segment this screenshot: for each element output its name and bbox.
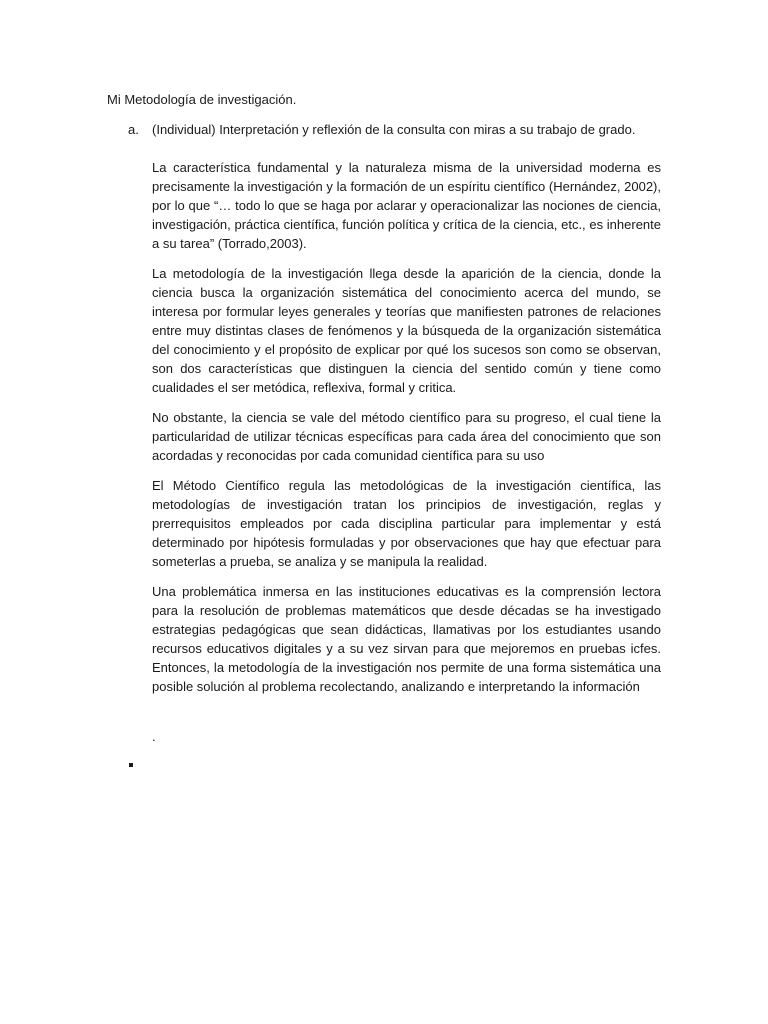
list-item-text: (Individual) Interpretación y reflexión de la consulta con miras a su trabajo de grado. [152, 122, 636, 137]
paragraph: La metodología de la investigación llega desde la aparición de la ciencia, donde la ciencia busca la organización sistemática del conocimiento acerca del mundo, se interesa por formular leyes generales y teorías que manifiesten patrones de relaciones entre muy distintas clases de fenómenos y la búsqueda de la organización sistemática del conocimiento y el propósito de explicar por qué los sucesos son como se observan, son dos características que distinguen la ciencia del sentido común y tiene como cualidades el ser metódica, reflexiva, formal y critica. [152, 266, 661, 395]
bullet-icon [129, 763, 133, 767]
document-title: Mi Metodología de investigación. [107, 92, 297, 107]
paragraph: El Método Científico regula las metodológicas de la investigación científica, las metodologías de investigación tratan los principios de investigación, reglas y prerrequisitos empleados por cada disciplina particular para implementar y está determinado por hipótesis formuladas y por observaciones que hay que efectuar para someterlas a prueba, se analiza y se manipula la realidad. [152, 478, 661, 569]
document-body [152, 158, 661, 707]
paragraph: La característica fundamental y la naturaleza misma de la universidad moderna es precisamente la investigación y la formación de un espíritu científico (Hernández, 2002), por lo que “… todo lo que se haga por aclarar y operacionalizar las nociones de ciencia, investigación, práctica científica, función política y crítica de la ciencia, etc., es inherente a su tarea” (Torrado,2003). [152, 160, 661, 251]
paragraph: No obstante, la ciencia se vale del método científico para su progreso, el cual tiene la particularidad de utilizar técnicas específicas para cada área del conocimiento que son acordadas y reconocidas por cada comunidad científica para su uso [152, 410, 661, 463]
paragraph: Una problemática inmersa en las instituciones educativas es la comprensión lectora para la resolución de problemas matemáticos que desde décadas se ha investigado estrategias pedagógicas que sean didácticas, llamativas por los estudiantes usando recursos educativos digitales y a su vez sirvan para que mejoremos en pruebas icfes. Entonces, la metodología de la investigación nos permite de una forma sistemática una posible solución al problema recolectando, analizando e interpretando la información [152, 584, 661, 694]
list-marker: a. [128, 122, 139, 137]
trailing-dot: . [152, 729, 156, 744]
